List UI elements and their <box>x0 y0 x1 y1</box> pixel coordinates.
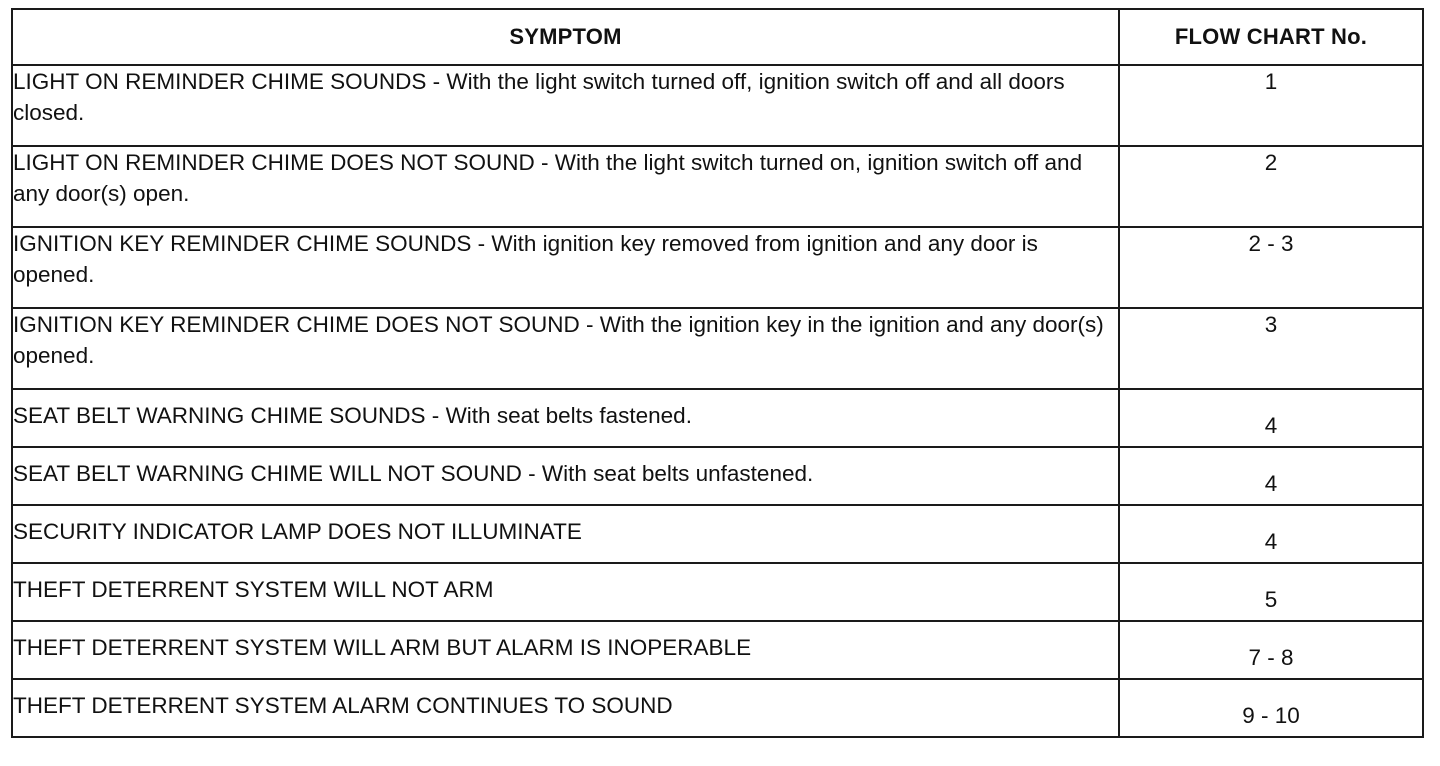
table-row <box>12 679 1423 737</box>
flow-chart-cell: 1 <box>1119 65 1423 146</box>
symptom-cell <box>12 447 1119 505</box>
symptom-title: IGNITION KEY REMINDER CHIME SOUNDS - <box>13 231 486 256</box>
symptom-title: LIGHT ON REMINDER CHIME SOUNDS - <box>13 69 441 94</box>
symptom-table <box>11 8 1424 738</box>
symptom-cell <box>12 308 1119 389</box>
flow-chart-cell: 3 <box>1119 308 1423 389</box>
symptom-title: LIGHT ON REMINDER CHIME DOES NOT SOUND - <box>13 150 549 175</box>
symptom-title: THEFT DETERRENT SYSTEM ALARM CONTINUES TO SOUND <box>13 693 673 718</box>
table-row <box>12 227 1423 308</box>
table-row <box>12 621 1423 679</box>
header-symptom: SYMPTOM <box>12 9 1119 65</box>
table-header-row <box>12 9 1423 65</box>
flow-chart-cell: 2 - 3 <box>1119 227 1423 308</box>
symptom-title: IGNITION KEY REMINDER CHIME DOES NOT SOUND - <box>13 312 594 337</box>
symptom-title: THEFT DETERRENT SYSTEM WILL ARM BUT ALARM IS INOPERABLE <box>13 635 752 660</box>
table-row <box>12 505 1423 563</box>
flow-chart-cell: 4 <box>1119 505 1423 563</box>
flow-chart-cell: 4 <box>1119 389 1423 447</box>
symptom-cell <box>12 505 1119 563</box>
symptom-cell <box>12 227 1119 308</box>
symptom-cell <box>12 679 1119 737</box>
table-row <box>12 563 1423 621</box>
symptom-detail: With seat belts unfastened. <box>535 461 814 486</box>
symptom-title: SEAT BELT WARNING CHIME WILL NOT SOUND - <box>13 461 536 486</box>
flow-chart-cell: 5 <box>1119 563 1423 621</box>
flow-chart-cell: 4 <box>1119 447 1423 505</box>
symptom-title: THEFT DETERRENT SYSTEM WILL NOT ARM <box>13 577 494 602</box>
symptom-title: SEAT BELT WARNING CHIME SOUNDS - <box>13 403 440 428</box>
header-flow-chart: FLOW CHART No. <box>1119 9 1423 65</box>
flow-chart-cell: 2 <box>1119 146 1423 227</box>
symptom-detail: With the ignition key in the ignition and any door(s) opened. <box>13 312 1104 368</box>
symptom-detail: With ignition key removed from ignition and any door is opened. <box>13 231 1038 287</box>
symptom-title: SECURITY INDICATOR LAMP DOES NOT ILLUMINATE <box>13 519 582 544</box>
symptom-cell <box>12 563 1119 621</box>
symptom-cell <box>12 621 1119 679</box>
table-row <box>12 308 1423 389</box>
symptom-cell <box>12 65 1119 146</box>
symptom-detail: With seat belts fastened. <box>439 403 692 428</box>
flow-chart-cell: 7 - 8 <box>1119 621 1423 679</box>
table-row <box>12 389 1423 447</box>
symptom-detail: With the light switch turned on, ignition switch off and any door(s) open. <box>13 150 1083 206</box>
table-row <box>12 447 1423 505</box>
table-row <box>12 65 1423 146</box>
symptom-cell <box>12 389 1119 447</box>
table-row <box>12 146 1423 227</box>
flow-chart-cell: 9 - 10 <box>1119 679 1423 737</box>
symptom-detail: With the light switch turned off, ignition switch off and all doors closed. <box>13 69 1065 125</box>
symptom-cell <box>12 146 1119 227</box>
